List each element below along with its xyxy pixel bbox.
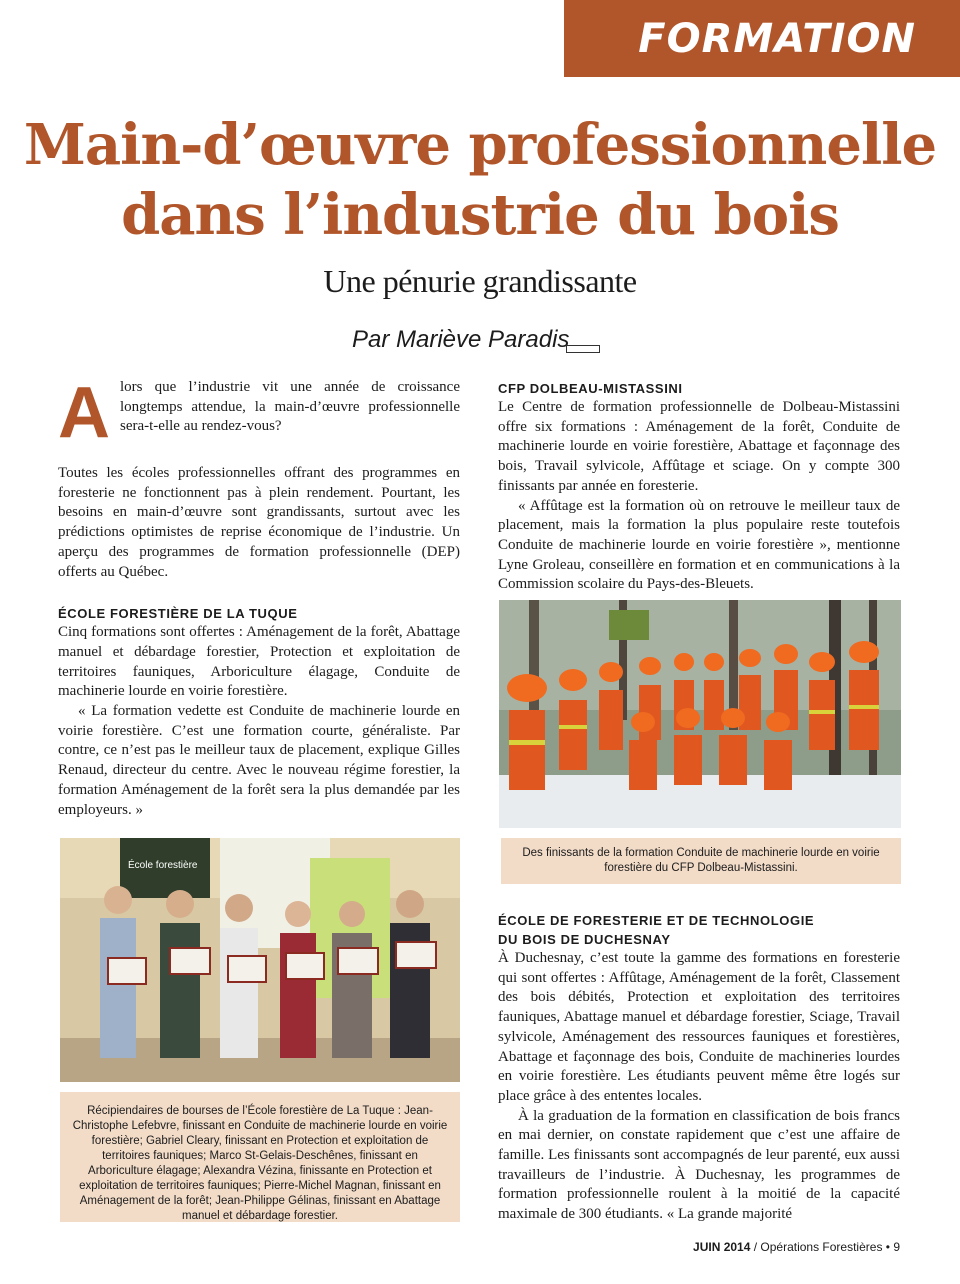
byline-rule <box>566 345 600 353</box>
caption-text: Récipiendaires de bourses de l’École forestière de La Tuque : Jean-Christophe Lefebvre, finissant en Conduite de machinerie lourde en voirie forestière; Gabriel Cleary, finissant en Protection et exploitation de territoires fauniques; Marco St-Gelais-Deschênes, finissant en Arboriculture élagage; Alexandra Vézina, finissante en Protection et exploitation de territoires fauniques; Pierre-Michel Magnan, finissant en Aménagement de la forêt; Jean-Philippe Gélinas, finissant en Abattage manuel et débardage forestier. <box>72 1105 448 1222</box>
footer-publication: / Opérations Forestières • 9 <box>750 1240 900 1254</box>
byline: Par Mariève Paradis <box>352 326 570 353</box>
photo-la-tuque-recipients <box>60 838 460 1082</box>
photo-la-tuque-illustration <box>60 838 460 1082</box>
right-column-bottom <box>498 911 900 1225</box>
paragraph: « La formation vedette est Conduite de machinerie lourde en voirie forestière. C’est une formation courte, généraliste. Par contre, ce n’est pas le meilleur taux de placement, explique Gilles Renaud, directeur du centre. Avec le nouveau régime forestier, la formation Aménagement de la forêt sera la plus demandée par les employeurs. » <box>58 703 460 818</box>
headline-line-1: Main-d’œuvre professionnelle <box>23 112 937 178</box>
paragraph: Le Centre de formation professionnelle de Dolbeau-Mistassini offre six formations : Aménagement de la forêt, Conduite de machinerie lourde en voirie forestière, Abattage et façonnage des bois, Travail sylvicole, Affûtage et sciage. On y compte 300 finissants par année en foresterie. <box>498 399 900 494</box>
drop-cap: A <box>58 373 110 453</box>
paragraph: Toutes les écoles professionnelles offrant des programmes en foresterie ne fonctionnent pas à plein rendement. Pourtant, les besoins en main-d’œuvre sont grandissants, surtout avec les prédictions optimistes de reprise économique de l’industrie. Un aperçu des programmes de formation professionnelle (DEP) offerts au Québec. <box>58 465 460 580</box>
photo-dolbeau-graduates <box>499 600 901 828</box>
intro-paragraph: lors que l’industrie vit une année de croissance longtemps attendue, la main-d’œuvre professionnelle sera-t-elle au rendez-vous? <box>120 379 460 435</box>
left-column <box>58 373 460 820</box>
paragraph: À Duchesnay, c’est toute la gamme des formations en foresterie qui sont offertes : Affûtage, Aménagement de la forêt, Classement des bois débités, Protection et exploitation des territoires fauniques, Abattage manuel et débardage forestier, Sciage, Travail sylvicole, Aménagement des ressources fauniques et forestières, Abattage et façonnage des bois, Conduite de machineries lourdes en voirie forestière. Les étudiants peuvent même être logés sur place grâce à des ententes locales. <box>498 950 900 1104</box>
section-band-label: FORMATION <box>638 15 916 62</box>
banner-text: École forestière <box>128 860 198 871</box>
section-band <box>564 0 960 77</box>
footer-date: JUIN 2014 <box>693 1240 751 1254</box>
section-heading-duchesnay-line-2: DU BOIS DE DUCHESNAY <box>498 932 671 947</box>
headline <box>0 110 960 250</box>
subtitle: Une pénurie grandissante <box>323 263 637 299</box>
paragraph: « Affûtage est la formation où on retrouve le meilleur taux de placement, mais la formation la plus populaire reste toutefois Conduite de machinerie lourde en voirie forestière », mentionne Lyne Groleau, conseillère en formation et en communications à la Commission scolaire du Pays-des-Bleuets. <box>498 497 900 593</box>
photo-la-tuque-caption <box>60 1092 460 1222</box>
paragraph: À la graduation de la formation en classification de bois francs en mai dernier, on constate rapidement que c’est une affaire de famille. Les finissants sont accompagnés de leur parenté, eux aussi travailleurs de l’industrie. À Duchesnay, les programmes de formation professionnelle roulent à la moitié de la capacité maximale de 300 étudiants. « La grande majorité <box>498 1107 900 1223</box>
section-heading-dolbeau: CFP DOLBEAU-MISTASSINI <box>498 381 683 396</box>
headline-line-2: dans l’industrie du bois <box>121 182 839 248</box>
caption-text: Des finissants de la formation Conduite de machinerie lourde en voirie forestière du CFP Dolbeau-Mistassini. <box>522 847 880 874</box>
photo-dolbeau-illustration <box>499 600 901 828</box>
section-heading-duchesnay-line-1: ÉCOLE DE FORESTERIE ET DE TECHNOLOGIE <box>498 913 815 928</box>
right-column-top <box>498 379 900 595</box>
photo-dolbeau-caption <box>501 838 901 884</box>
page-footer <box>693 1240 900 1254</box>
section-heading-la-tuque: ÉCOLE FORESTIÈRE DE LA TUQUE <box>58 606 298 622</box>
paragraph: Cinq formations sont offertes : Aménagement de la forêt, Abattage manuel et débardage forestier, Protection et exploitation de territoires fauniques, Arboriculture élagage, Conduite de machinerie lourde en voirie forestière. <box>58 624 460 700</box>
